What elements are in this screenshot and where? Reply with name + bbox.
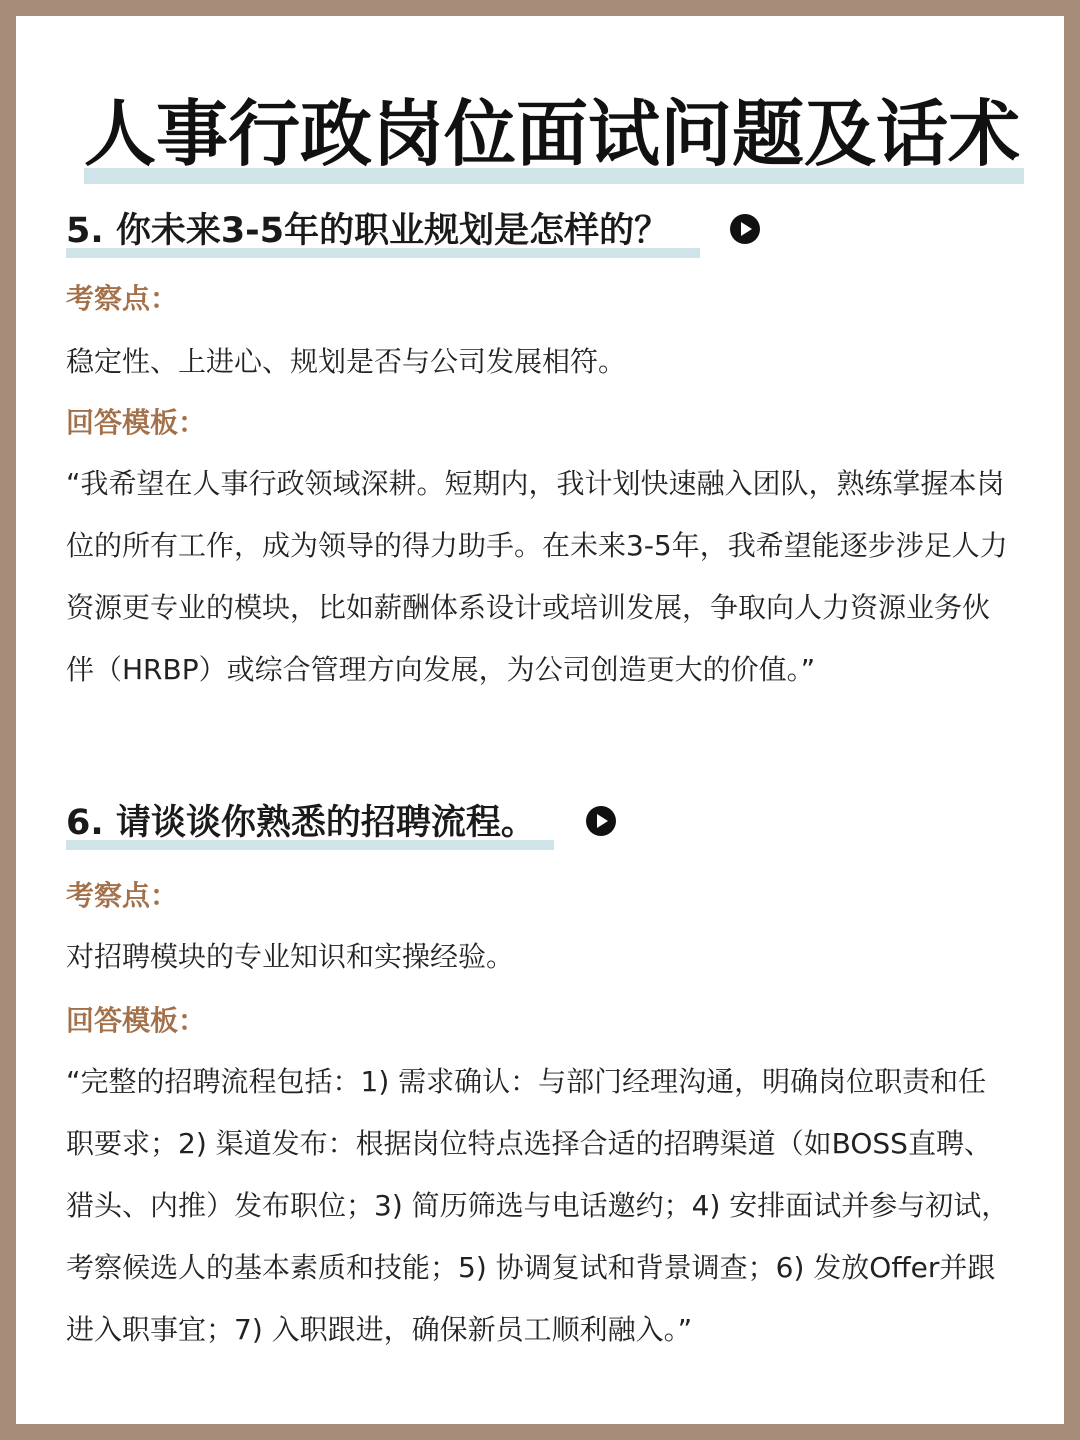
focus-text: 对招聘模块的专业知识和实操经验。 [66,940,515,973]
page-title: 人事行政岗位面试问题及话术 [84,91,1021,176]
answer-text: “我希望在人事行政领域深耕。短期内，我计划快速融入团队，熟练掌握本岗位的所有工作，成为领导的得力助手。在未来3-5年，我希望能逐步涉足人力资源更专业的模块，比如薪酬体系设计或培训发展，争取向人力资源业务伙伴（HRBP）或综合管理方向发展，为公司创造更大的价值。” [66,467,1008,686]
focus-label: 考察点： [66,879,179,912]
content-card [16,16,1064,1424]
answer-label: 回答模板： [66,406,207,439]
answer-label: 回答模板： [66,1004,207,1037]
title-block [84,91,1024,190]
focus-label: 考察点： [66,282,179,315]
arrow-right-icon [730,214,760,244]
answer-text: “完整的招聘流程包括：1) 需求确认：与部门经理沟通，明确岗位职责和任职要求；2) 渠道发布：根据岗位特点选择合适的招聘渠道（如BOSS直聘、猎头、内推）发布职位；3) 简历筛选与电话邀约；4) 安排面试并参与初试，考察候选人的基本素质和技能；5) 协调复试和背景调查；6) 发放Offer并跟进入职事宜；7) 入职跟进，确保新员工顺利融入。” [66,1065,1010,1346]
arrow-right-icon [586,806,616,836]
question-heading-6 [66,798,536,858]
question-text: 5. 你未来3-5年的职业规划是怎样的？ [66,211,670,251]
question-text: 6. 请谈谈你熟悉的招聘流程。 [66,803,536,843]
question-heading-5 [66,206,669,266]
focus-text: 稳定性、上进心、规划是否与公司发展相符。 [66,345,627,378]
